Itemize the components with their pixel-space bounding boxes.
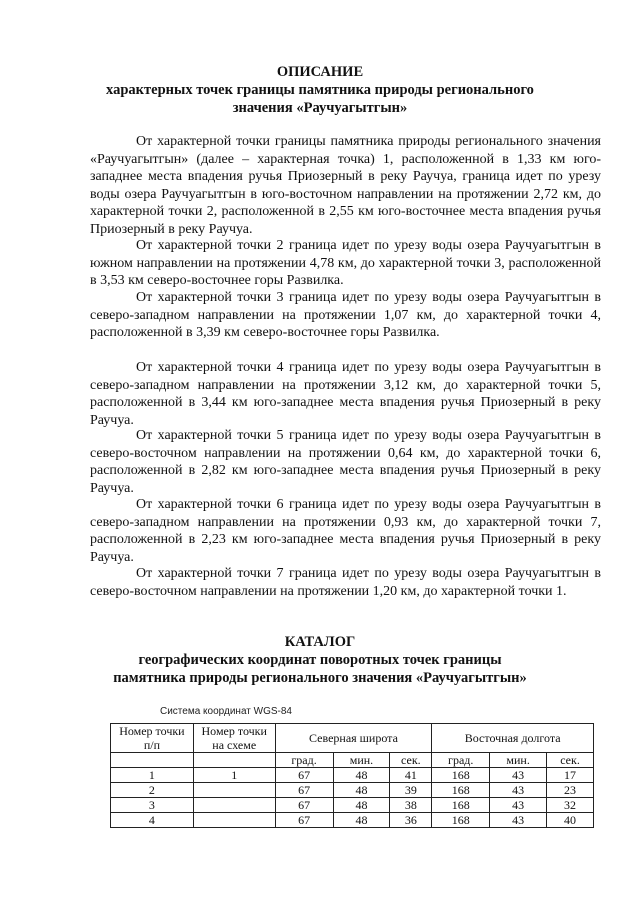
- table-units-row: [111, 753, 594, 768]
- header-latitude: Северная широта: [275, 724, 432, 753]
- unit-lon-sec: сек.: [547, 753, 594, 768]
- description-subtitle-line-2: значения «Раучуагытгын»: [232, 100, 408, 116]
- unit-lon-deg: град.: [432, 753, 490, 768]
- coordinates-table: [110, 723, 594, 828]
- header-scheme-number: Номер точки на схеме: [193, 724, 275, 753]
- unit-lat-sec: сек.: [390, 753, 432, 768]
- table-row: 3 67 48 38 168 43 32: [111, 798, 594, 813]
- unit-lon-min: мин.: [490, 753, 547, 768]
- header-point-number: Номер точки п/п: [111, 724, 194, 753]
- description-paragraph: От характерной точки 7 граница идет по урезу воды озера Раучуагытгын в северо-восточном направлении на протяжении 1,20 км, до характерной точки 1.: [90, 566, 601, 599]
- description-title: ОПИСАНИЕ: [276, 64, 364, 80]
- description-subtitle-line-1: характерных точек границы памятника природы регионального: [106, 82, 534, 98]
- description-paragraph: От характерной точки 4 граница идет по урезу воды озера Раучуагытгын в северо-западном направлении на протяжении 3,12 км, до характерной точки 5, расположенной в 3,44 км юго-западнее места впадения ручья Приозерный в реку Раучуа.: [90, 360, 601, 428]
- header-longitude: Восточная долгота: [432, 724, 594, 753]
- catalog-subtitle-line-2: памятника природы регионального значения «Раучуагытгын»: [113, 670, 527, 686]
- description-paragraph: От характерной точки 2 граница идет по урезу воды озера Раучуагытгын в южном направлении на протяжении 4,78 км, до характерной точки 3, расположенной в 3,53 км северо-восточнее горы Развилка.: [90, 238, 601, 289]
- unit-lat-deg: град.: [275, 753, 333, 768]
- description-paragraph: От характерной точки границы памятника природы регионального значения «Раучуагытгын» (далее – характерная точка) 1, расположенной в 1,33 км юго-западнее места впадения ручья Приозерный в реку Раучуа, граница идет по урезу воды озера Раучуагытгын в юго-восточном направлении на протяжении 2,72 км, до характерной точки 2, расположенной в 2,55 км юго-восточнее места впадения ручья Приозерный в реку Раучуа.: [90, 134, 601, 237]
- coordinate-system-label: Система координат WGS-84: [160, 706, 292, 717]
- table-row: 1 1 67 48 41 168 43 17: [111, 768, 594, 783]
- catalog-title: КАТАЛОГ: [284, 634, 356, 650]
- unit-lat-min: мин.: [333, 753, 390, 768]
- catalog-subtitle-line-1: географических координат поворотных точек границы: [138, 652, 502, 668]
- description-paragraph: От характерной точки 5 граница идет по урезу воды озера Раучуагытгын в северо-восточном направлении на протяжении 0,64 км, до характерной точки 6, расположенной в 2,82 км юго-западнее места впадения ручья Приозерный в реку Раучуа.: [90, 428, 601, 496]
- table-row: 2 67 48 39 168 43 23: [111, 783, 594, 798]
- table-row: 4 67 48 36 168 43 40: [111, 813, 594, 828]
- description-paragraph: От характерной точки 3 граница идет по урезу воды озера Раучуагытгын в северо-западном направлении на протяжении 1,07 км, до характерной точки 4, расположенной в 3,39 км северо-восточнее горы Развилка.: [90, 290, 601, 341]
- description-paragraph: От характерной точки 6 граница идет по урезу воды озера Раучуагытгын в северо-западном направлении на протяжении 0,93 км, до характерной точки 7, расположенной в 2,23 км юго-западнее места впадения ручья Приозерный в реку Раучуа.: [90, 497, 601, 565]
